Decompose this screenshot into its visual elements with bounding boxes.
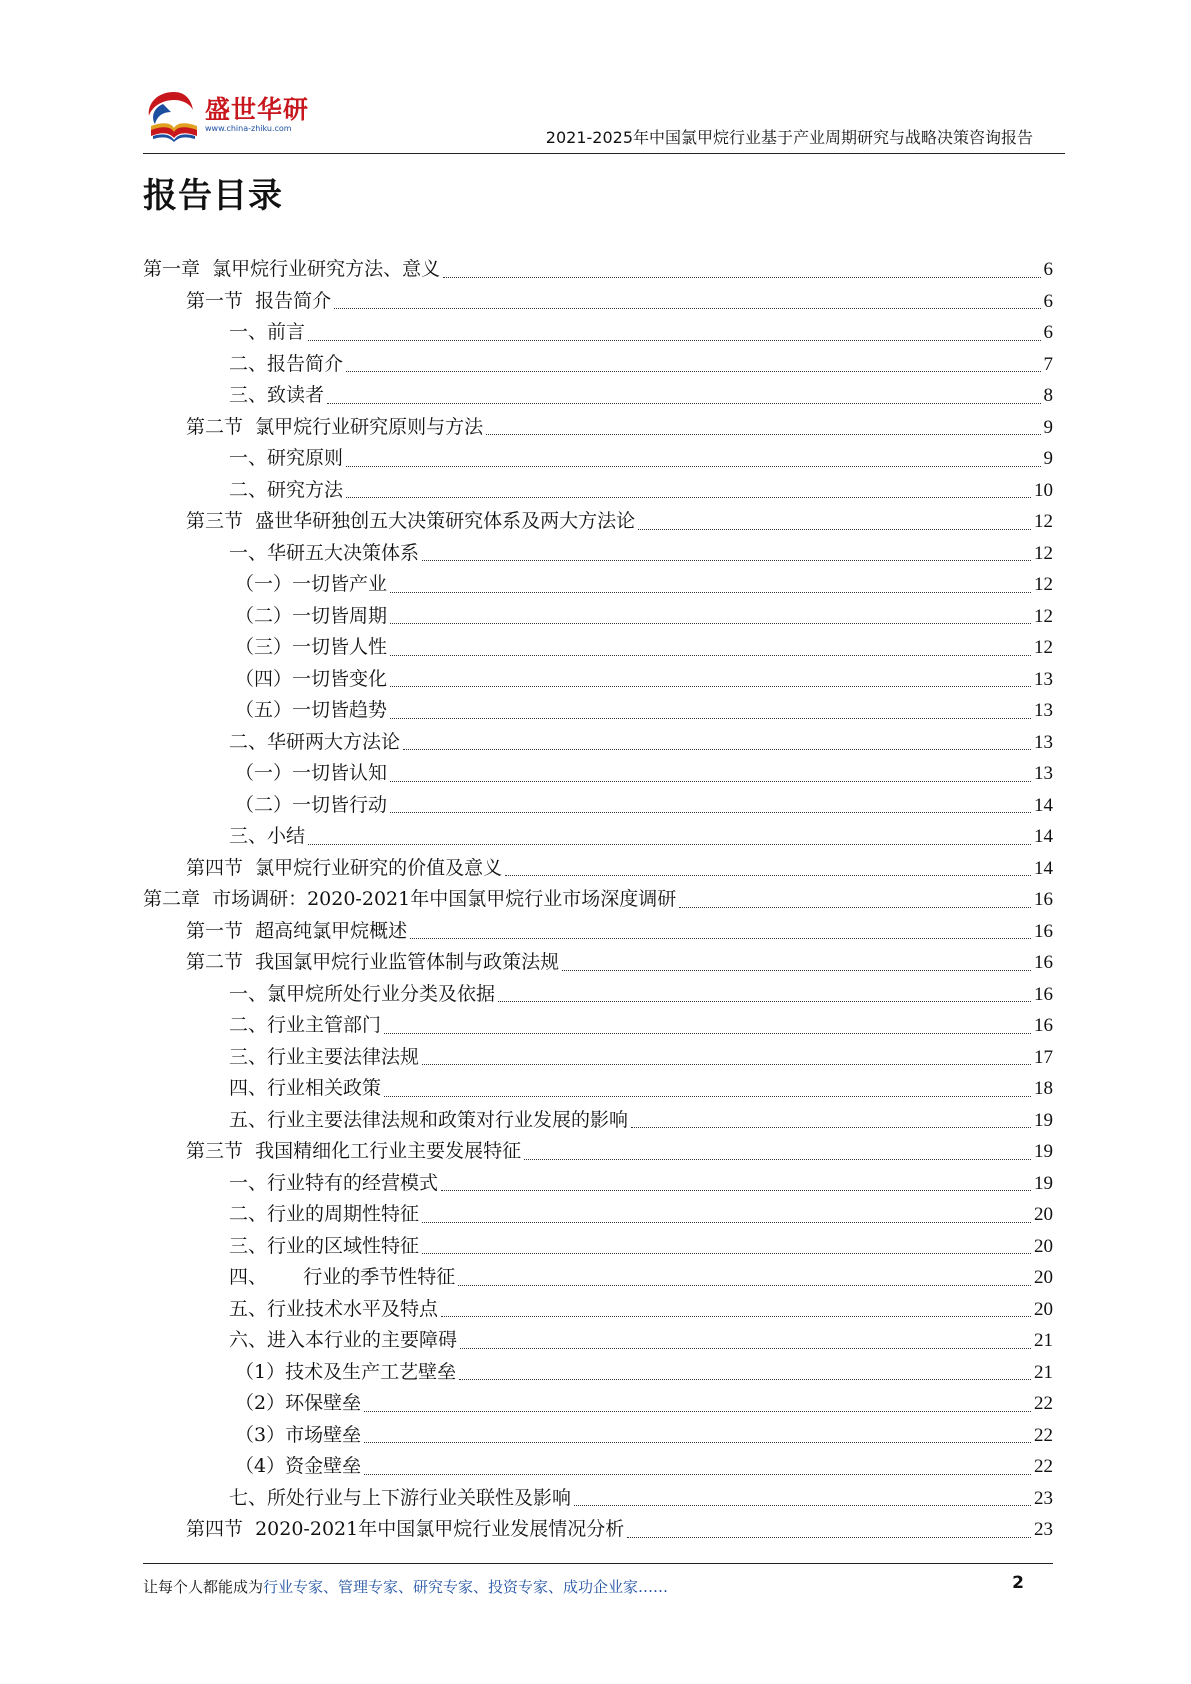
toc-entry[interactable] <box>143 569 1053 601</box>
toc-entry[interactable] <box>143 538 1053 570</box>
toc-dot-leader <box>327 403 1040 404</box>
toc-entry[interactable] <box>143 601 1053 633</box>
toc-entry-title: 第一节 报告简介 <box>186 289 332 312</box>
toc-entry-page: 17 <box>1034 1046 1053 1068</box>
toc-entry-page: 16 <box>1034 983 1053 1005</box>
toc-dot-leader <box>390 781 1031 782</box>
toc-entry[interactable] <box>143 758 1053 790</box>
toc-entry-page: 7 <box>1043 353 1053 375</box>
toc-entry-title: （三）一切皆人性 <box>235 636 388 658</box>
toc-entry-page: 23 <box>1034 1487 1053 1509</box>
footer-divider <box>143 1563 1053 1564</box>
toc-entry-title: 一、氯甲烷所处行业分类及依据 <box>229 982 496 1005</box>
toc-dot-leader <box>627 1537 1031 1538</box>
toc-entry-page: 12 <box>1034 542 1053 564</box>
toc-entry[interactable] <box>143 380 1053 412</box>
toc-entry-page: 9 <box>1043 416 1053 438</box>
header-divider <box>143 153 1065 154</box>
toc-entry-page: 6 <box>1043 259 1053 280</box>
toc-dot-leader <box>505 875 1031 876</box>
toc-entry[interactable] <box>143 884 1053 916</box>
toc-entry[interactable] <box>143 695 1053 727</box>
toc-dot-leader <box>308 340 1040 341</box>
toc-entry[interactable] <box>143 475 1053 507</box>
toc-entry-title: 第四节 氯甲烷行业研究的价值及意义 <box>186 856 503 879</box>
toc-entry-title: 一、华研五大决策体系 <box>229 541 420 564</box>
toc-entry-page: 22 <box>1034 1393 1053 1414</box>
toc-dot-leader <box>458 1285 1031 1286</box>
toc-entry-page: 14 <box>1034 857 1053 879</box>
toc-entry-page: 13 <box>1034 731 1053 753</box>
toc-entry-title: 第三节 盛世华研独创五大决策研究体系及两大方法论 <box>186 510 636 532</box>
toc-entry-title: 第一节 超高纯氯甲烷概述 <box>186 919 408 942</box>
toc-dot-leader <box>524 1159 1031 1160</box>
toc-entry-page: 22 <box>1034 1424 1053 1446</box>
toc-entry[interactable] <box>143 1325 1053 1357</box>
toc-entry[interactable] <box>143 506 1053 538</box>
toc-dot-leader <box>390 623 1031 624</box>
toc-entry-title: （2）环保壁垒 <box>235 1392 362 1414</box>
toc-entry[interactable] <box>143 1483 1053 1515</box>
toc-dot-leader <box>346 466 1040 467</box>
toc-entry[interactable] <box>143 1136 1053 1168</box>
toc-dot-leader <box>403 749 1031 750</box>
toc-entry-page: 13 <box>1034 668 1053 690</box>
toc-dot-leader <box>422 1064 1031 1065</box>
toc-dot-leader <box>384 1033 1031 1034</box>
company-logo <box>143 86 313 146</box>
toc-entry-title: 第二章 市场调研：2020-2021年中国氯甲烷行业市场深度调研 <box>143 888 677 910</box>
toc-entry-page: 18 <box>1034 1078 1053 1099</box>
toc-entry-title: 第四节 2020-2021年中国氯甲烷行业发展情况分析 <box>186 1518 625 1540</box>
toc-entry[interactable] <box>143 286 1053 318</box>
toc-entry[interactable] <box>143 727 1053 759</box>
toc-entry-page: 6 <box>1043 322 1053 343</box>
toc-dot-leader <box>364 1474 1031 1475</box>
toc-dot-leader <box>679 907 1031 908</box>
toc-entry-title: （一）一切皆产业 <box>235 573 388 595</box>
toc-entry-page: 12 <box>1034 574 1053 595</box>
toc-entry-page: 13 <box>1034 763 1053 784</box>
toc-dot-leader <box>638 529 1031 530</box>
toc-entry[interactable] <box>143 1168 1053 1200</box>
toc-entry[interactable] <box>143 254 1053 286</box>
toc-entry-page: 12 <box>1034 637 1053 658</box>
toc-dot-leader <box>441 1190 1031 1191</box>
toc-entry-title: 七、所处行业与上下游行业关联性及影响 <box>229 1486 572 1509</box>
toc-entry-title: 第三节 我国精细化工行业主要发展特征 <box>186 1140 522 1162</box>
toc-entry-page: 14 <box>1034 826 1053 847</box>
toc-dot-leader <box>384 1096 1031 1097</box>
logo-url: www.china-zhiku.com <box>205 124 292 133</box>
page-header <box>143 80 1065 156</box>
toc-entry-title: 二、报告简介 <box>229 352 344 375</box>
toc-entry[interactable] <box>143 821 1053 853</box>
toc-entry[interactable] <box>143 412 1053 444</box>
toc-entry[interactable] <box>143 632 1053 664</box>
toc-entry-title: 一、研究原则 <box>229 447 344 469</box>
toc-entry[interactable] <box>143 1010 1053 1042</box>
toc-entry[interactable] <box>143 947 1053 979</box>
page-number: 2 <box>1012 1573 1024 1593</box>
toc-entry[interactable] <box>143 790 1053 822</box>
toc-entry-page: 13 <box>1034 700 1053 721</box>
toc-entry[interactable] <box>143 1294 1053 1326</box>
toc-entry[interactable] <box>143 853 1053 885</box>
toc-entry-title: （二）一切皆行动 <box>235 793 388 816</box>
toc-dot-leader <box>390 812 1031 813</box>
toc-entry-title: （4）资金壁垒 <box>235 1455 362 1477</box>
toc-entry-page: 19 <box>1034 1172 1053 1194</box>
toc-entry-page: 9 <box>1043 448 1053 469</box>
toc-entry-title: （二）一切皆周期 <box>235 604 388 627</box>
toc-entry[interactable] <box>143 1357 1053 1389</box>
toc-entry-page: 23 <box>1034 1519 1053 1540</box>
toc-entry[interactable] <box>143 1262 1053 1294</box>
toc-entry-page: 12 <box>1034 605 1053 627</box>
toc-entry[interactable] <box>143 443 1053 475</box>
footer-slogan <box>143 1576 668 1597</box>
table-of-contents <box>143 254 1053 1546</box>
toc-entry-title: 四、行业相关政策 <box>229 1077 382 1099</box>
toc-entry-title: 三、行业的区域性特征 <box>229 1234 420 1257</box>
toc-entry-title: 一、行业特有的经营模式 <box>229 1171 439 1194</box>
footer-slogan-roles: 行业专家、管理专家、研究专家、投资专家、成功企业家…… <box>263 1578 669 1596</box>
toc-dot-leader <box>498 1001 1031 1002</box>
toc-dot-leader <box>460 1348 1031 1349</box>
toc-entry-page: 20 <box>1034 1235 1053 1257</box>
toc-entry-title: （1）技术及生产工艺壁垒 <box>235 1360 457 1383</box>
toc-entry-title: 第二节 氯甲烷行业研究原则与方法 <box>186 415 484 438</box>
toc-entry-page: 19 <box>1034 1109 1053 1131</box>
toc-entry-page: 20 <box>1034 1298 1053 1320</box>
toc-entry-title: （四）一切皆变化 <box>235 667 388 690</box>
toc-entry-page: 10 <box>1034 479 1053 501</box>
toc-entry-page: 12 <box>1034 511 1053 532</box>
toc-dot-leader <box>422 1253 1031 1254</box>
toc-entry-page: 20 <box>1034 1204 1053 1225</box>
toc-entry[interactable] <box>143 1073 1053 1105</box>
toc-entry-page: 22 <box>1034 1456 1053 1477</box>
toc-dot-leader <box>364 1442 1031 1443</box>
logo-emblem-icon <box>143 86 205 146</box>
toc-entry-title: 二、华研两大方法论 <box>229 730 401 753</box>
toc-dot-leader <box>390 718 1031 719</box>
toc-entry-title: 第二节 我国氯甲烷行业监管体制与政策法规 <box>186 951 560 973</box>
toc-entry-page: 6 <box>1043 290 1053 312</box>
toc-dot-leader <box>334 308 1040 309</box>
toc-entry-title: 三、小结 <box>229 825 306 847</box>
toc-entry[interactable] <box>143 1514 1053 1546</box>
toc-entry[interactable] <box>143 979 1053 1011</box>
toc-entry[interactable] <box>143 664 1053 696</box>
toc-entry-page: 8 <box>1043 385 1053 406</box>
toc-entry-title: 二、行业的周期性特征 <box>229 1203 420 1225</box>
toc-dot-leader <box>459 1379 1031 1380</box>
report-title: 2021-2025年中国氯甲烷行业基于产业周期研究与战略决策咨询报告 <box>545 128 1033 147</box>
toc-dot-leader <box>308 844 1031 845</box>
toc-entry-title: 三、致读者 <box>229 384 325 406</box>
toc-entry-title: 第一章 氯甲烷行业研究方法、意义 <box>143 258 441 280</box>
toc-entry[interactable] <box>143 349 1053 381</box>
toc-entry-page: 14 <box>1034 794 1053 816</box>
toc-entry[interactable] <box>143 1105 1053 1137</box>
toc-entry[interactable] <box>143 1231 1053 1263</box>
toc-dot-leader <box>422 560 1031 561</box>
toc-entry-title: 四、 行业的季节性特征 <box>229 1266 456 1288</box>
toc-entry[interactable] <box>143 1420 1053 1452</box>
toc-dot-leader <box>390 686 1031 687</box>
toc-entry-title: 二、研究方法 <box>229 478 344 501</box>
toc-dot-leader <box>390 655 1031 656</box>
toc-entry[interactable] <box>143 1042 1053 1074</box>
toc-entry-page: 20 <box>1034 1267 1053 1288</box>
toc-dot-leader <box>422 1222 1031 1223</box>
toc-entry-page: 16 <box>1034 889 1053 910</box>
toc-entry-title: 五、行业技术水平及特点 <box>229 1297 439 1320</box>
logo-name: 盛世华研 <box>205 95 310 124</box>
toc-entry-title: （五）一切皆趋势 <box>235 699 388 721</box>
toc-dot-leader <box>390 592 1031 593</box>
toc-entry-title: 六、进入本行业的主要障碍 <box>229 1329 458 1351</box>
toc-dot-leader <box>364 1411 1031 1412</box>
toc-entry-title: 三、行业主要法律法规 <box>229 1045 420 1068</box>
footer-slogan-lead: 让每个人都能成为 <box>143 1578 264 1596</box>
toc-entry[interactable] <box>143 1199 1053 1231</box>
page-title: 报告目录 <box>143 176 283 216</box>
toc-dot-leader <box>346 497 1031 498</box>
toc-dot-leader <box>631 1127 1031 1128</box>
toc-entry-page: 19 <box>1034 1141 1053 1162</box>
toc-entry-page: 21 <box>1034 1361 1053 1383</box>
toc-entry-page: 21 <box>1034 1330 1053 1351</box>
toc-entry-title: 五、行业主要法律法规和政策对行业发展的影响 <box>229 1108 629 1131</box>
toc-entry-page: 16 <box>1034 952 1053 973</box>
toc-dot-leader <box>562 970 1031 971</box>
toc-dot-leader <box>441 1316 1031 1317</box>
toc-dot-leader <box>574 1505 1031 1506</box>
toc-entry-page: 16 <box>1034 1015 1053 1036</box>
toc-dot-leader <box>346 371 1040 372</box>
toc-entry-title: 一、前言 <box>229 321 306 343</box>
toc-dot-leader <box>410 938 1031 939</box>
toc-entry-title: 二、行业主管部门 <box>229 1014 382 1036</box>
toc-entry[interactable] <box>143 317 1053 349</box>
toc-dot-leader <box>486 434 1040 435</box>
toc-dot-leader <box>443 277 1040 278</box>
toc-entry[interactable] <box>143 1388 1053 1420</box>
toc-entry-page: 16 <box>1034 920 1053 942</box>
toc-entry-title: （3）市场壁垒 <box>235 1423 362 1446</box>
toc-entry[interactable] <box>143 1451 1053 1483</box>
toc-entry[interactable] <box>143 916 1053 948</box>
toc-entry-title: （一）一切皆认知 <box>235 762 388 784</box>
